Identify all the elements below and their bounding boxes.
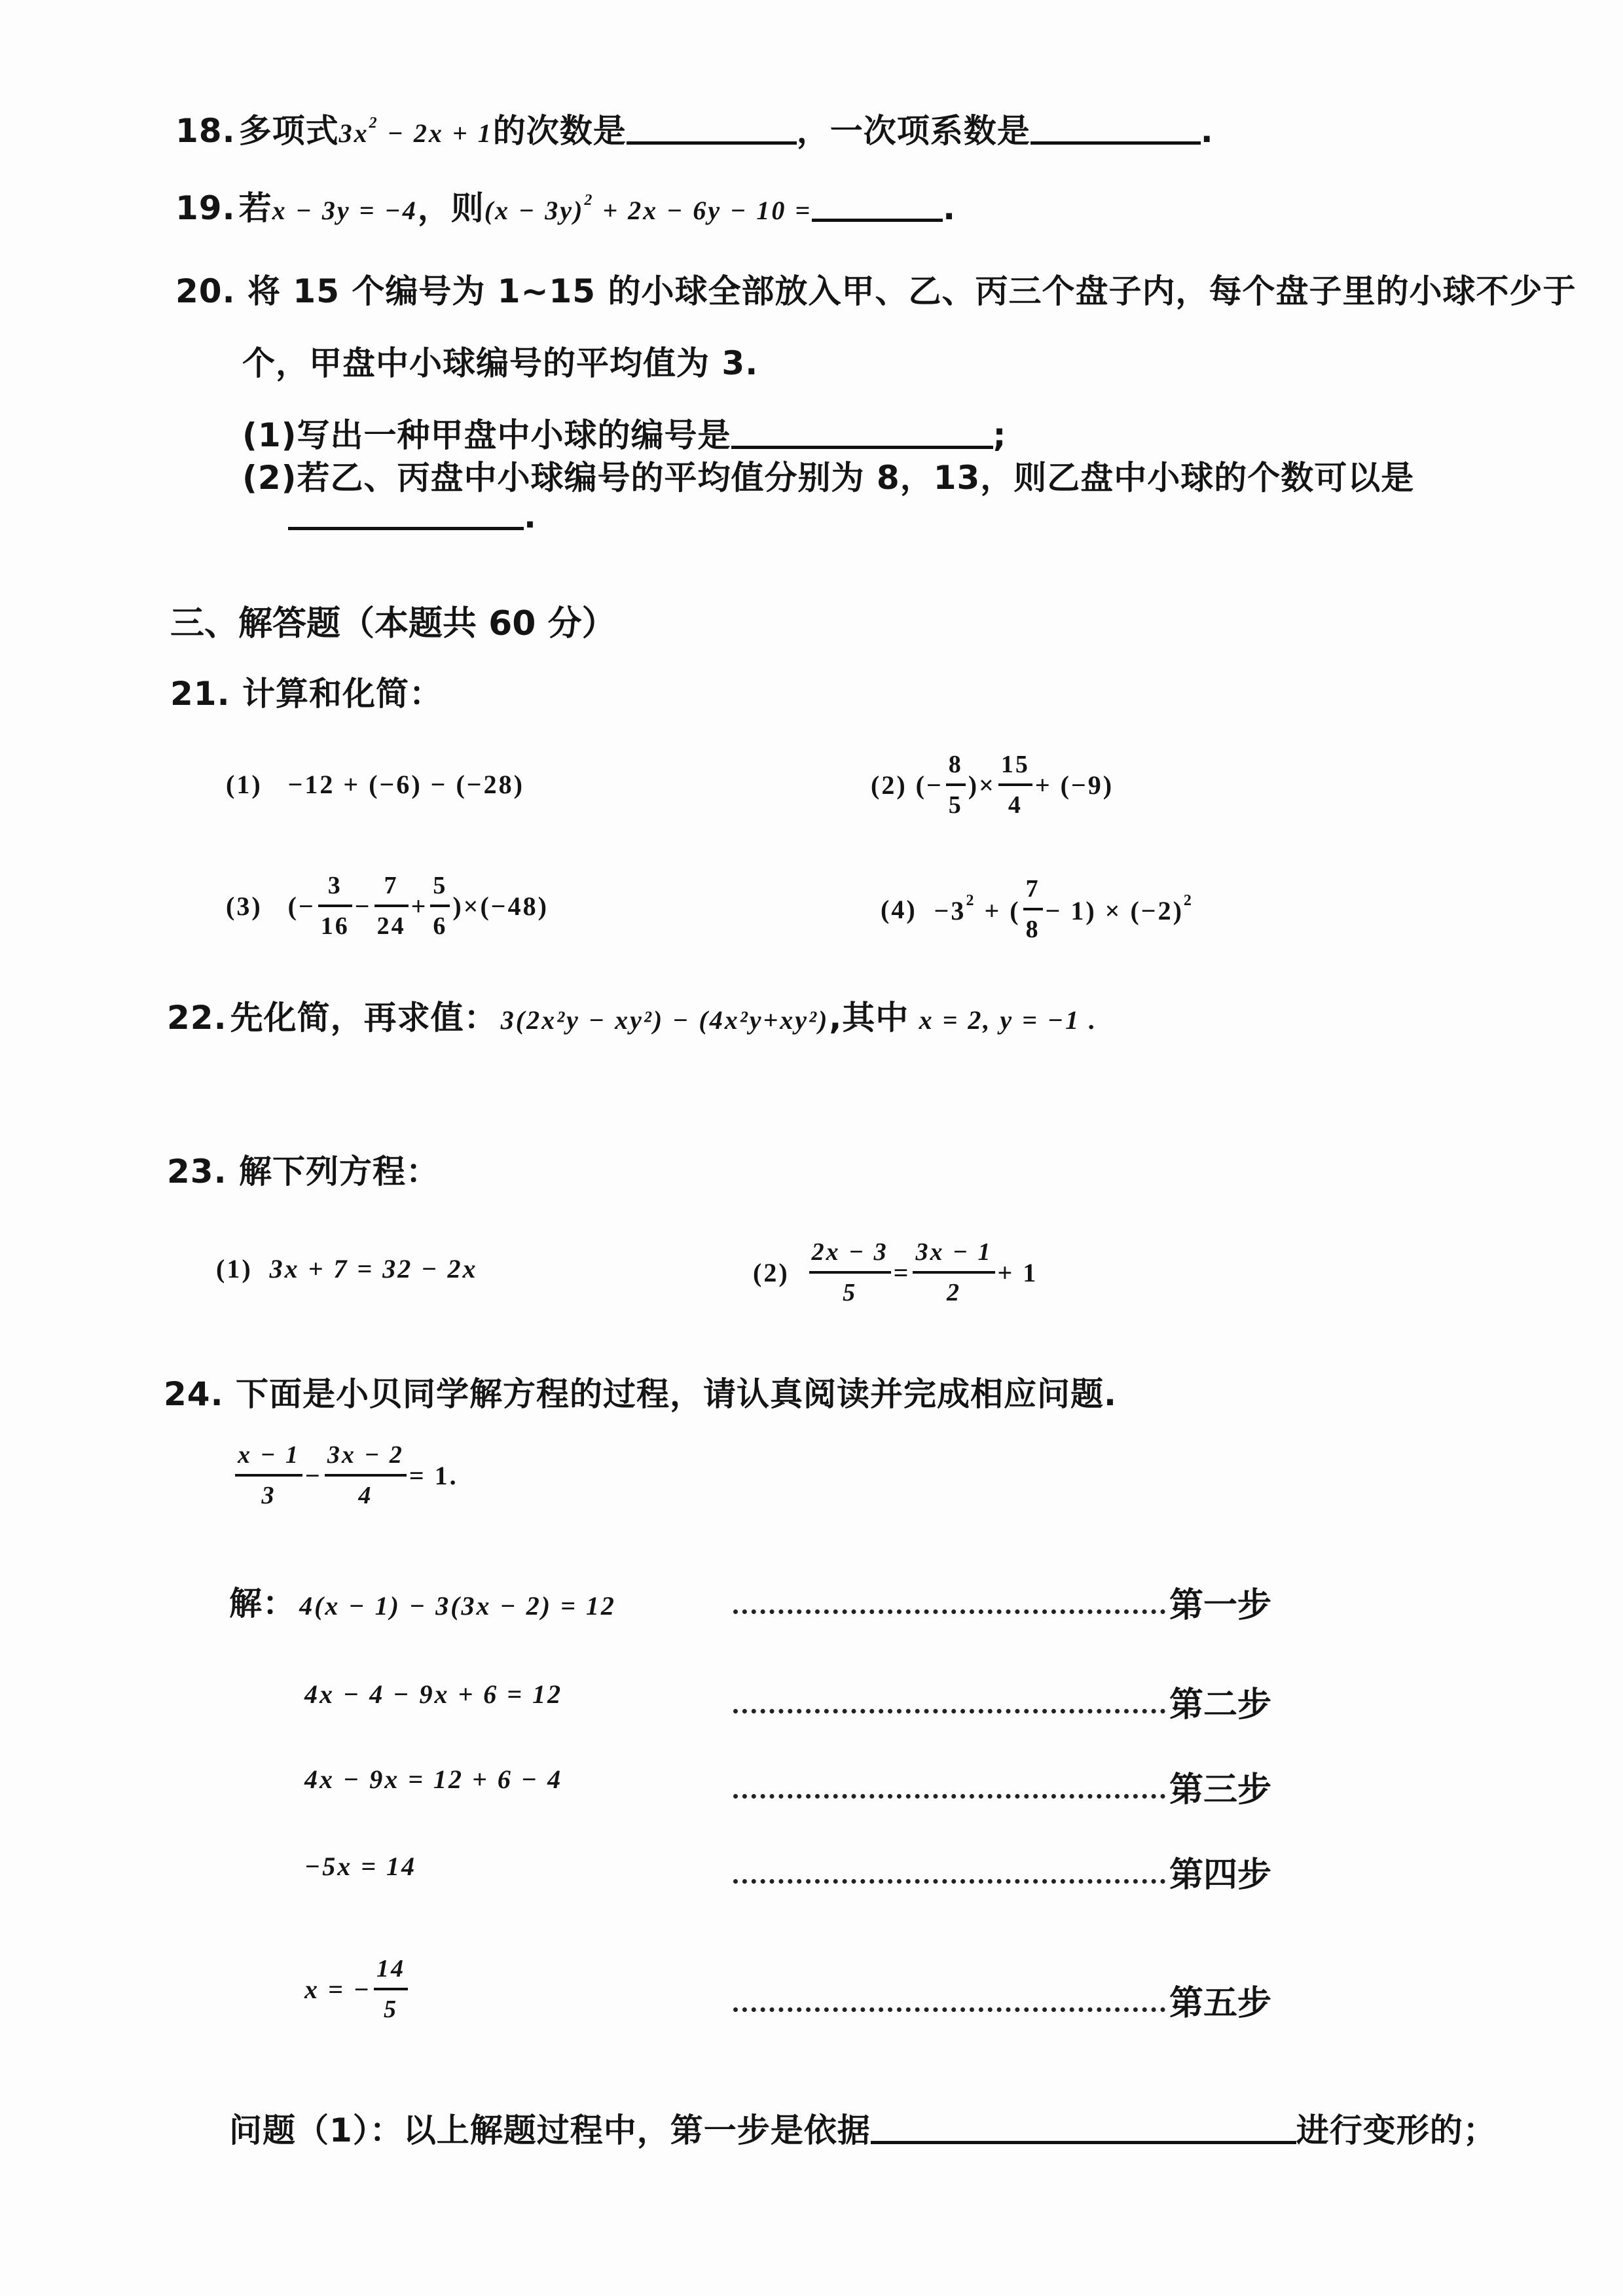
question-20-line1 [175,265,1576,312]
question-23-title [167,1145,439,1193]
question-18 [175,105,1214,152]
part-label: (1) [216,1254,253,1283]
part-label: (1) [226,770,263,799]
step-label: 第一步 [1169,1586,1272,1625]
question-text: (1)写出一种甲盘中小球的编号是 [242,416,731,454]
q21-part3 [226,870,549,941]
q23-part2 [753,1237,1038,1308]
step-1-label-row [733,1577,1271,1626]
math-text: )×(−48) [452,891,549,921]
math-text: = 1. [409,1460,458,1490]
answer-blank-coefficient[interactable] [1030,141,1201,145]
question-number: 20. [175,272,236,310]
question-text: 的次数是 [492,112,627,150]
punctuation: . [1200,112,1214,150]
math-text: = [893,1257,911,1287]
punctuation: ， [796,112,830,150]
leader-dots [733,1709,1165,1713]
solution-step-3: 4x − 9x = 12 + 6 − 4 [304,1765,563,1794]
question-text: 若 [238,189,272,227]
fraction: $\frac{2x - 3}{5}$ [809,1237,891,1308]
step-label: 第二步 [1169,1685,1272,1725]
math-text: + 1 [997,1257,1038,1287]
punctuation: . [943,189,957,227]
solution-step-5 [304,1954,410,2024]
question-number: 24. [164,1375,224,1413]
fraction: $\frac{3x - 2}{4}$ [325,1440,407,1511]
question-number: 21. [170,675,230,713]
question-number: 19. [175,189,236,227]
fraction: $\frac{5}{6}$ [430,870,450,941]
q24-equation [232,1440,458,1511]
math-text: − [305,1460,322,1490]
math-text: + [410,891,428,921]
answer-blank[interactable] [731,446,993,449]
math-expression: −12 + (−6) − (−28) [287,770,524,799]
step-expression: 4(x − 1) − 3(3x − 2) = 12 [299,1591,616,1621]
fraction: $\frac{x - 1}{3}$ [235,1440,302,1511]
fraction: $\frac{3}{16}$ [318,870,352,941]
math-text: + (−9) [1034,770,1114,800]
answer-blank-degree[interactable] [627,141,797,145]
question-number: 18. [175,112,236,150]
part-label: (3) [226,891,263,921]
step-label: 第四步 [1169,1856,1272,1895]
q21-part4 [881,874,1194,944]
solution-step-4: −5x = 14 [304,1852,417,1881]
q21-part2 [871,749,1114,820]
variable-values: x = 2, y = −1 . [919,1005,1098,1035]
question-text: 进行变形的； [1296,2111,1497,2149]
part-label: (2) [753,1257,790,1287]
fraction: $\frac{15}{4}$ [998,749,1032,820]
math-text: $-3^2$ + ( [934,892,1021,925]
step-5-label-row [733,1975,1271,2024]
section-title: 三、解答题（本题共 60 分） [170,604,616,643]
question-number: 23. [167,1153,227,1191]
fraction: $\frac{14}{5}$ [374,1954,408,2024]
polynomial-expression: $3x^2 - 2x + 1$ [338,115,493,148]
question-text: 计算和化简： [242,675,443,713]
question-19 [175,182,956,229]
question-22 [167,992,1097,1039]
leader-dots [733,2007,1165,2012]
question-text: ,其中 [829,999,909,1037]
equation: 3x + 7 = 32 − 2x [269,1254,478,1283]
question-number: 22. [167,999,227,1037]
math-text: x = − [304,1974,372,2004]
question-text: 问题（1）：以上解题过程中，第一步是依据 [229,2111,871,2149]
punctuation: . [524,497,537,535]
math-text: )× [968,770,996,800]
part-label: (2) [871,770,907,800]
question-text: 多项式 [238,112,339,150]
solution-step-1 [229,1577,616,1624]
part-label: (4) [881,894,917,924]
punctuation: ; [993,416,1007,454]
step-2-label-row [733,1677,1271,1726]
math-text: (− [915,770,943,800]
fraction: $\frac{7}{8}$ [1023,874,1043,944]
condition-expression: x − 3y = −4 [272,196,418,225]
q24-question-1 [229,2104,1497,2151]
answer-blank[interactable] [812,219,943,222]
question-text: 下面是小贝同学解方程的过程，请认真阅读并完成相应问题. [236,1375,1117,1413]
question-text: 先化简，再求值： [230,999,498,1037]
leader-dots [733,1879,1165,1884]
question-21-title [170,668,443,715]
answer-blank[interactable] [288,527,524,530]
solution-step-2: 4x − 4 − 9x + 6 = 12 [304,1679,563,1709]
question-20-sub2: (2)若乙、丙盘中小球编号的平均值分别为 8，13，则乙盘中小球的个数可以是 [242,459,1415,497]
q23-part1 [216,1253,477,1284]
math-text: − [354,891,372,921]
question-20-sub1 [242,409,1007,456]
math-text: (− [287,891,316,921]
q21-part1 [226,769,524,800]
question-20-sub2-answer [288,497,537,535]
step-label: 第五步 [1169,1984,1272,2023]
question-text: 一次项系数是 [830,112,1030,150]
target-expression: $(x - 3y)^2 + 2x - 6y - 10$ = [484,192,812,225]
math-expression: 3(2x²y − xy²) − (4x²y+xy²) [500,1005,830,1035]
solution-label: 解： [229,1585,296,1623]
fraction: $\frac{7}{24}$ [374,870,409,941]
leader-dots [733,1794,1165,1799]
step-3-label-row [733,1762,1271,1811]
fraction: $\frac{8}{5}$ [946,749,966,820]
question-24-title [164,1368,1117,1415]
question-text: 将 15 个编号为 1~15 的小球全部放入甲、乙、丙三个盘子内，每个盘子里的小球不少于 [247,272,1577,310]
fraction: $\frac{3x - 1}{2}$ [913,1237,994,1308]
math-text: − $1) \times (-2)^2$ [1045,892,1194,925]
step-label: 第三步 [1169,1770,1272,1810]
question-20-line2: 个，甲盘中小球编号的平均值为 3. [242,344,759,382]
leader-dots [733,1609,1165,1614]
question-text: 解下列方程： [239,1153,439,1191]
step-4-label-row [733,1847,1271,1896]
answer-blank[interactable] [871,2141,1296,2144]
question-text: ，则 [417,189,484,227]
